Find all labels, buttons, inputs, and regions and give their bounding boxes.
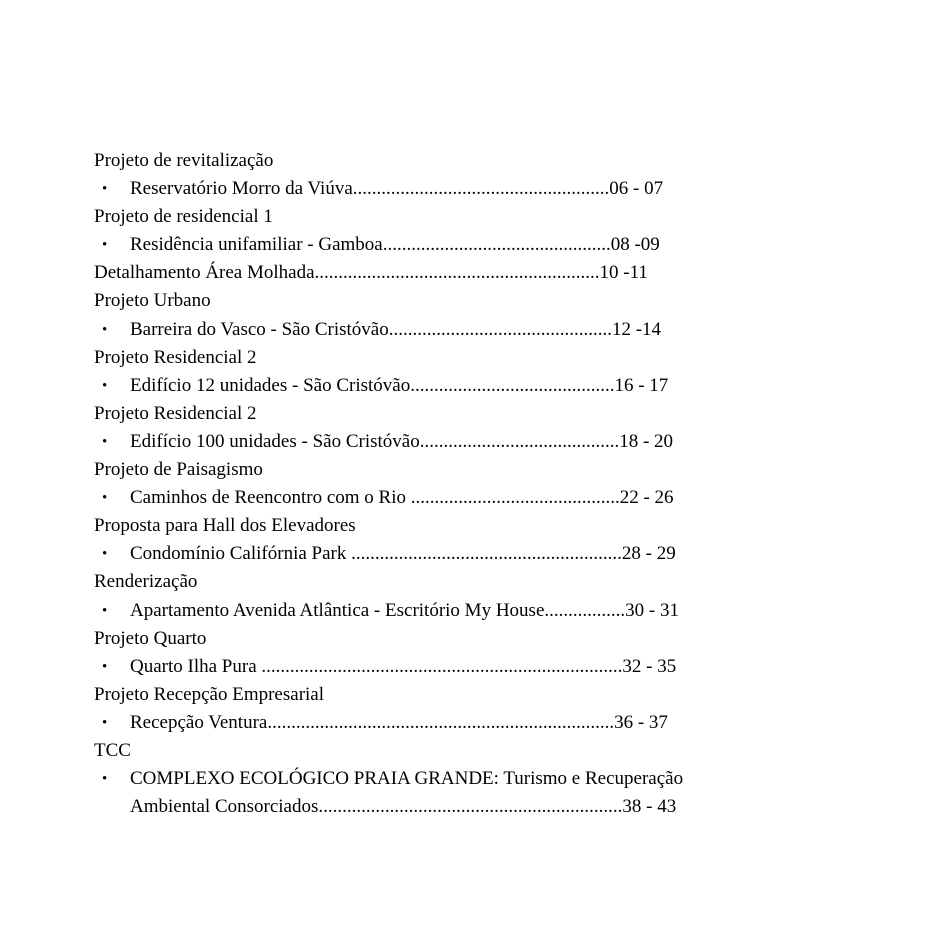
bullet-icon: • [102,377,108,394]
toc-entry-text: Residência unifamiliar - Gamboa................................................08 -09 [130,234,660,256]
bullet-icon: • [102,658,108,675]
toc-heading-entry: Detalhamento Área Molhada............................................................10 -11 [94,262,648,284]
bullet-icon: • [102,433,108,450]
toc-entry-continuation [94,793,814,821]
table-of-contents [94,147,814,821]
toc-heading: Projeto Urbano [94,290,211,312]
toc-entry-text: COMPLEXO ECOLÓGICO PRAIA GRANDE: Turismo e Recuperação [130,768,684,790]
toc-entry [94,597,814,625]
toc-entry [94,709,814,737]
toc-heading: Projeto Residencial 2 [94,402,257,424]
toc-heading: TCC [94,739,131,761]
bullet-icon: • [102,546,108,563]
toc-heading: Renderização [94,571,198,593]
toc-entry-text: Ambiental Consorciados................................................................38 - 43 [130,796,677,818]
toc-entry-text: Edifício 100 unidades - São Cristóvão..........................................18 - 20 [130,430,674,452]
toc-entry-text: Apartamento Avenida Atlântica - Escritório My House.................30 - 31 [130,599,679,621]
toc-entry [94,653,814,681]
toc-entry [94,765,814,793]
toc-entry [94,316,814,344]
bullet-icon: • [102,321,108,338]
toc-entry-text: Reservatório Morro da Viúva......................................................06 - 07 [130,178,664,200]
bullet-icon: • [102,490,108,507]
toc-entry-text: Quarto Ilha Pura ............................................................................32 - 35 [130,655,677,677]
toc-entry [94,372,814,400]
toc-entry [94,540,814,568]
bullet-icon: • [102,181,108,198]
toc-entry [94,428,814,456]
bullet-icon: • [102,714,108,731]
bullet-icon: • [102,771,108,788]
toc-entry [94,484,814,512]
toc-entry [94,231,814,259]
toc-entry-text: Recepção Ventura.........................................................................36 - 37 [130,711,668,733]
toc-entry-text: Condomínio Califórnia Park .........................................................28 - 29 [130,543,676,565]
bullet-icon: • [102,602,108,619]
toc-entry-text: Edifício 12 unidades - São Cristóvão...........................................16 - 17 [130,374,669,396]
toc-entry-text: Caminhos de Reencontro com o Rio ............................................22 - 26 [130,487,674,509]
toc-heading: Projeto de residencial 1 [94,206,273,228]
toc-heading: Projeto de Paisagismo [94,459,263,481]
toc-heading: Projeto Residencial 2 [94,346,257,368]
toc-heading: Projeto de revitalização [94,150,274,171]
bullet-icon: • [102,237,108,254]
toc-entry-text: Barreira do Vasco - São Cristóvão...............................................12 -14 [130,318,662,340]
toc-heading: Projeto Quarto [94,627,207,649]
toc-entry [94,175,814,203]
toc-heading: Proposta para Hall dos Elevadores [94,515,356,537]
toc-heading: Projeto Recepção Empresarial [94,683,325,705]
